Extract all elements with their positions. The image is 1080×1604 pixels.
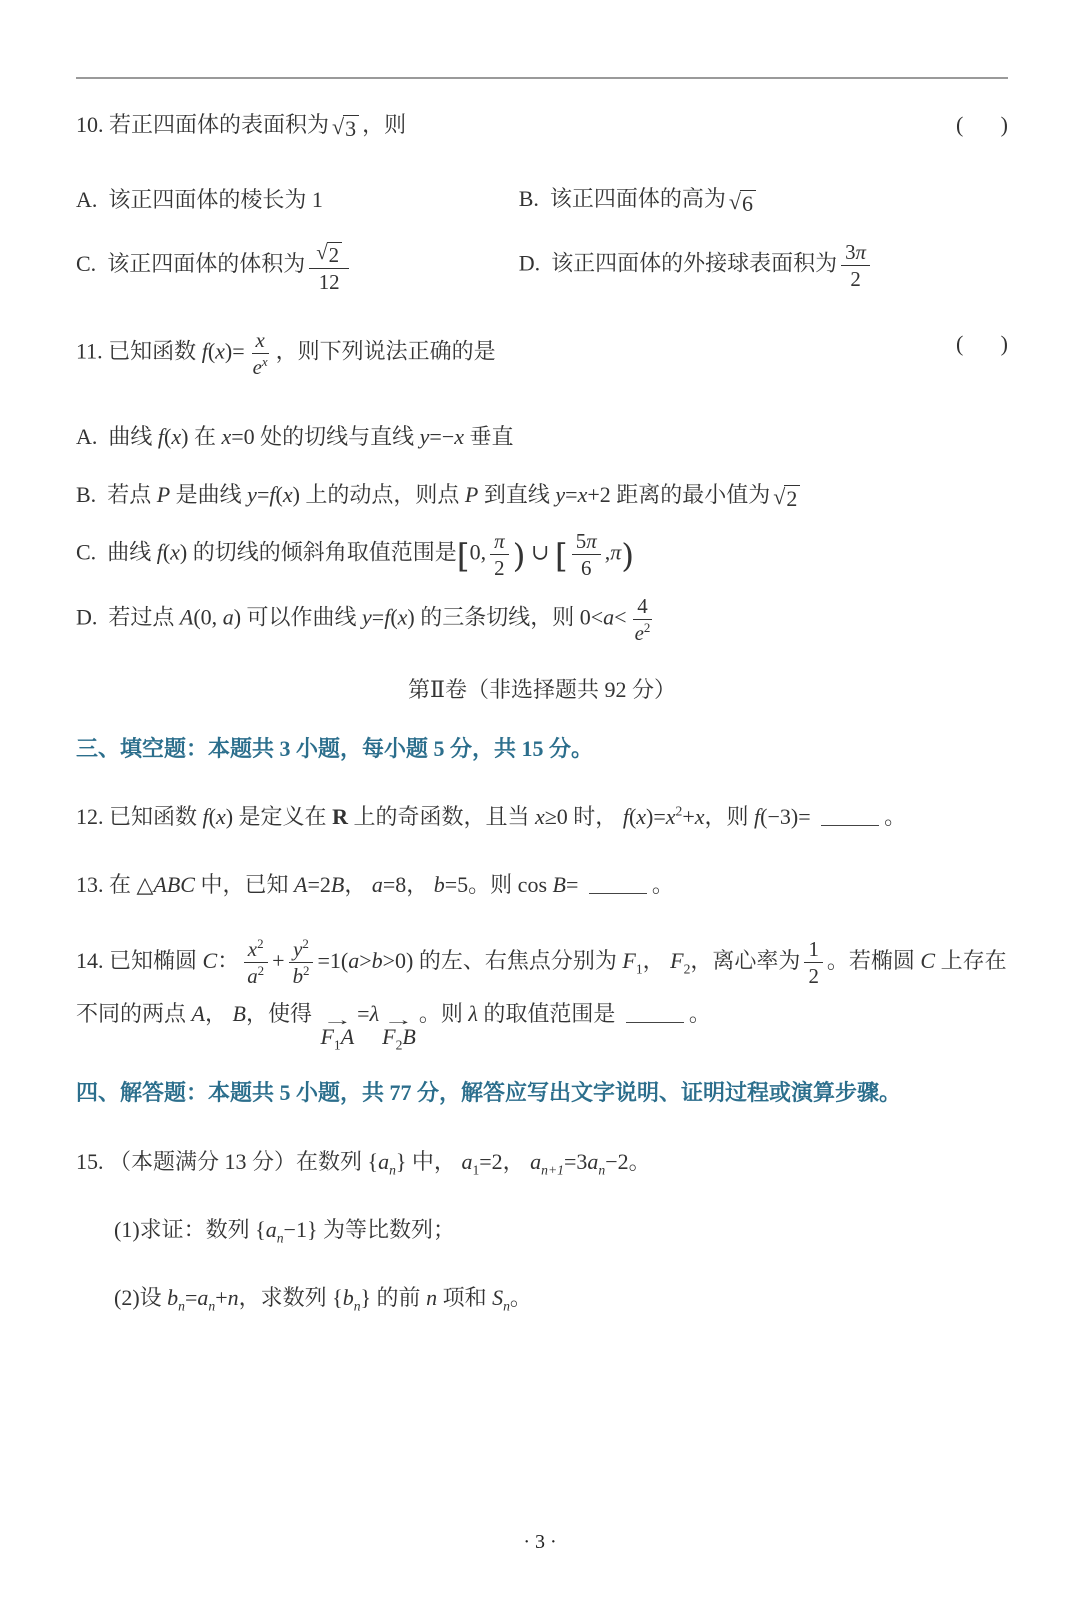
fraction-denominator: $e^2$ — [634, 620, 651, 646]
top-divider — [76, 77, 1008, 79]
part2-title: 第Ⅱ卷（非选择题共 92 分） — [408, 677, 676, 703]
fraction — [289, 937, 314, 988]
vector-overarrow: → $F_2B$ — [382, 1011, 416, 1053]
question-10-answer-paren: ( ) — [955, 112, 1008, 137]
fraction-denominator: 6 — [581, 556, 592, 581]
section-4-heading: 四、解答题：本题共 5 小题，共 77 分，解答应写出文字说明、证明过程或演算步骤。 — [76, 1079, 902, 1105]
fraction-denominator: $b^2$ — [292, 963, 310, 989]
fraction-numerator: $y^2$ — [289, 937, 313, 963]
arrow-icon: → — [383, 1011, 415, 1029]
question-12: 12. 已知函数 f(x) 是定义在 R 上的奇函数，且当 x≥0 时， $f(x)=x^2+x$，则 f(−3)= 。 — [76, 803, 907, 830]
question-11-option-b: B. 若点 P 是曲线 y=f(x) 上的动点，则点 P 到直线 y=x+2 距离的最小值为 √ 2 — [76, 479, 1008, 511]
fraction-denominator: 12 — [318, 269, 340, 294]
fraction-numerator: 5π — [572, 529, 601, 555]
question-10-options-row-2 — [76, 238, 1008, 294]
vector-overarrow: → $F_1A$ — [320, 1011, 355, 1053]
question-11-stem: 11. 已知函数 f(x)= $\frac{x}{e^x}$ ，则下列说法正确的是 — [76, 327, 496, 379]
fraction-denominator: $e^x$ — [252, 353, 268, 379]
sqrt-radical: √ 6 — [729, 190, 756, 216]
question-10-stem-row — [76, 109, 1008, 141]
fraction-denominator: 2 — [850, 267, 861, 292]
fraction-numerator — [309, 238, 349, 269]
answer-blank — [821, 803, 879, 826]
question-11-answer-paren: ( ) — [955, 330, 1008, 356]
page-number: · 3 · — [523, 1531, 557, 1553]
question-10-option-c: C. 该正四面体的体积为 √ 2 12 — [76, 238, 519, 294]
question-11-option-a: A. 曲线 f(x) 在 x=0 处的切线与直线 y=−x 垂直 — [76, 423, 514, 449]
sqrt-radical: √ 2 — [773, 485, 800, 511]
question-10-option-d: D. 该正四面体的外接球表面积为 $\frac{3\pi}{2}$ — [519, 240, 1008, 291]
fraction — [490, 529, 508, 580]
answer-blank — [589, 871, 647, 894]
fraction-numerator: π — [490, 529, 508, 555]
question-11-option-d: D. 若过点 A(0, a) 可以作曲线 y=f(x) 的三条切线，则 0<a< $\frac{4}{e^2}$ — [76, 594, 1008, 645]
fraction — [572, 529, 601, 580]
fraction-numerator: 1 — [804, 937, 822, 963]
question-10-option-b: B. 该正四面体的高为 √ 6 — [519, 183, 1008, 215]
fraction-numerator: 3π — [841, 240, 870, 266]
question-15-part-1: (1)求证：数列 $\{a_n-1\}$ 为等比数列； — [114, 1217, 455, 1246]
fraction — [243, 937, 268, 988]
question-10-stem: 10. 若正四面体的表面积为 √ 3 ，则 — [76, 112, 407, 142]
question-14: 14. 已知椭圆 C： $\frac{x^2}{a^2}$ + $\frac{y^2}{b^2}$ =1(a>b>0) 的左、右焦点分别为 $F_1$， $F_2$，离心率为 $\frac{1}{2}$ 。若椭圆 C 上存在不同的两点 A， B，使得 → $F_1A$ =λ → $F_2B$ 。则 λ 的取值范围是 。 — [76, 936, 1007, 1053]
fraction-denominator: 2 — [494, 556, 505, 581]
fraction — [249, 328, 272, 379]
fraction-numerator: $x^2$ — [244, 937, 268, 963]
exam-page — [0, 77, 1080, 1604]
question-13: 13. 在 △ABC 中，已知 A=2B， a=8， b=5。则 cos B= 。 — [76, 871, 674, 897]
question-10-options-row-1 — [76, 183, 1008, 215]
sqrt-radical: √ 2 — [316, 242, 342, 267]
fraction — [631, 594, 655, 645]
fraction — [804, 937, 822, 988]
arrow-icon: → — [321, 1011, 353, 1029]
question-15-part-2: (2)设 $b_n=a_n+n$，求数列 $\{b_n\}$ 的前 n 项和 $S_n$。 — [114, 1285, 532, 1314]
question-15-stem: 15. （本题满分 13 分）在数列 $\{a_n\}$ 中， $a_1=2$， $a_{n+1}=3a_n-2$。 — [76, 1149, 651, 1178]
fraction-numerator: x — [252, 328, 269, 354]
sqrt-radical: √ 3 — [332, 115, 359, 141]
answer-blank — [626, 1000, 684, 1023]
fraction-denominator: $a^2$ — [247, 963, 265, 989]
fraction-denominator: 2 — [808, 964, 819, 989]
fraction — [309, 238, 349, 294]
question-10-option-a: A. 该正四面体的棱长为 1 — [76, 186, 323, 212]
fraction-numerator: 4 — [633, 594, 651, 620]
question-11-option-c: C. 曲线 f(x) 的切线的倾斜角取值范围是[0, $\frac{\pi}{2}$ ) ∪ [ $\frac{5\pi}{6}$ ,π) — [76, 529, 635, 581]
section-3-heading: 三、填空题：本题共 3 小题，每小题 5 分，共 15 分。 — [76, 736, 594, 762]
fraction — [841, 240, 870, 291]
question-11-stem-row — [76, 328, 1008, 379]
